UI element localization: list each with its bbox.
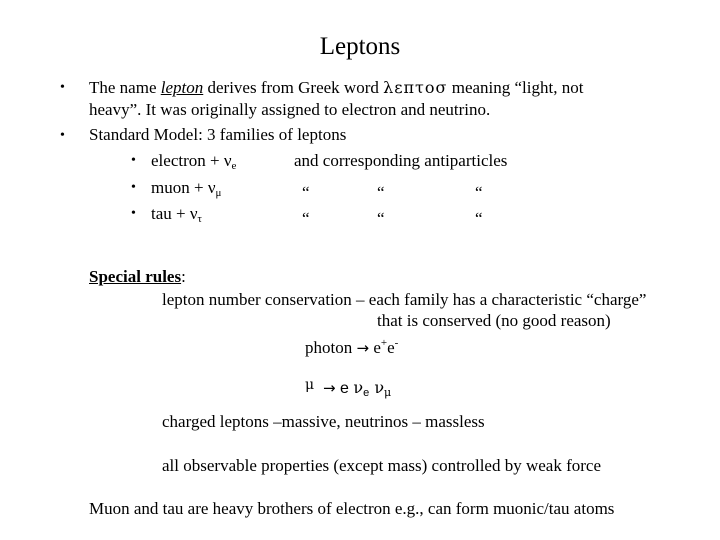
observable-properties-line: all observable properties (except mass) controlled by weak force: [162, 456, 601, 475]
conservation-line-1: lepton number conservation – each family has a characteristic “charge”: [162, 290, 647, 309]
minus-charge: -: [394, 337, 399, 349]
muon-symbol: μ: [305, 377, 315, 393]
muon-decay: [305, 374, 391, 404]
arrow-icon: →: [323, 379, 336, 397]
sub-bullet-dot: •: [131, 206, 136, 221]
colon: :: [181, 267, 186, 286]
electron-symbol: e: [369, 338, 381, 357]
neutrino-symbol: ν: [223, 151, 232, 170]
neutrino-flavor: μ: [215, 187, 222, 199]
ditto-mark: “: [475, 183, 483, 202]
electron-symbol: e: [387, 338, 395, 357]
lepton-word: lepton: [160, 78, 204, 97]
family-electron: [151, 150, 236, 177]
plus-charge: +: [380, 337, 388, 349]
standard-model-line: Standard Model: 3 families of leptons: [89, 125, 347, 144]
conservation-line-2: that is conserved (no good reason): [377, 311, 611, 330]
muon-tau-line: Muon and tau are heavy brothers of electron e.g., can form muonic/tau atoms: [89, 499, 615, 518]
bullet-dot: •: [60, 80, 65, 95]
family-name: electron +: [151, 151, 224, 170]
family-muon: [151, 177, 221, 204]
photon-word: photon: [305, 338, 357, 357]
charged-leptons-line: charged leptons –massive, neutrinos – massless: [162, 412, 485, 431]
neutrino-flavor: τ: [197, 213, 202, 225]
sub-bullet-dot: •: [131, 180, 136, 195]
family-name: tau +: [151, 204, 190, 223]
special-rules-label: Special rules: [89, 267, 182, 286]
electron-symbol: e: [335, 380, 354, 397]
bullet-dot: •: [60, 128, 65, 143]
neutrino-flavor: μ: [384, 386, 392, 399]
page-title: Leptons: [319, 33, 401, 60]
ditto-mark: “: [475, 209, 483, 228]
neutrino-flavor: e: [231, 160, 237, 172]
family-tau: [151, 203, 202, 230]
family-name: muon +: [151, 178, 208, 197]
neutrino-flavor: e: [363, 387, 370, 399]
ditto-mark: “: [302, 183, 310, 202]
ditto-mark: “: [377, 209, 385, 228]
special-rules-heading: [89, 266, 186, 288]
ditto-mark: “: [302, 209, 310, 228]
neutrino-symbol: ν: [369, 378, 385, 397]
line1-post: meaning “light, not: [447, 78, 584, 97]
neutrino-symbol: ν: [189, 204, 198, 223]
line1-mid: derives from Greek word: [203, 78, 384, 97]
sub-bullet-dot: •: [131, 153, 136, 168]
ditto-mark: “: [377, 183, 385, 202]
line1-pre: The name: [89, 78, 161, 97]
lepton-origin-line-2: heavy”. It was originally assigned to electron and neutrino.: [89, 100, 491, 119]
greek-word: λεπτοσ: [383, 78, 448, 97]
photon-decay: [305, 332, 398, 359]
antiparticles-note: and corresponding antiparticles: [294, 151, 508, 170]
neutrino-symbol: ν: [353, 378, 364, 397]
neutrino-symbol: ν: [207, 178, 216, 197]
lepton-origin-line: [89, 77, 583, 99]
arrow-icon: →: [356, 339, 370, 357]
